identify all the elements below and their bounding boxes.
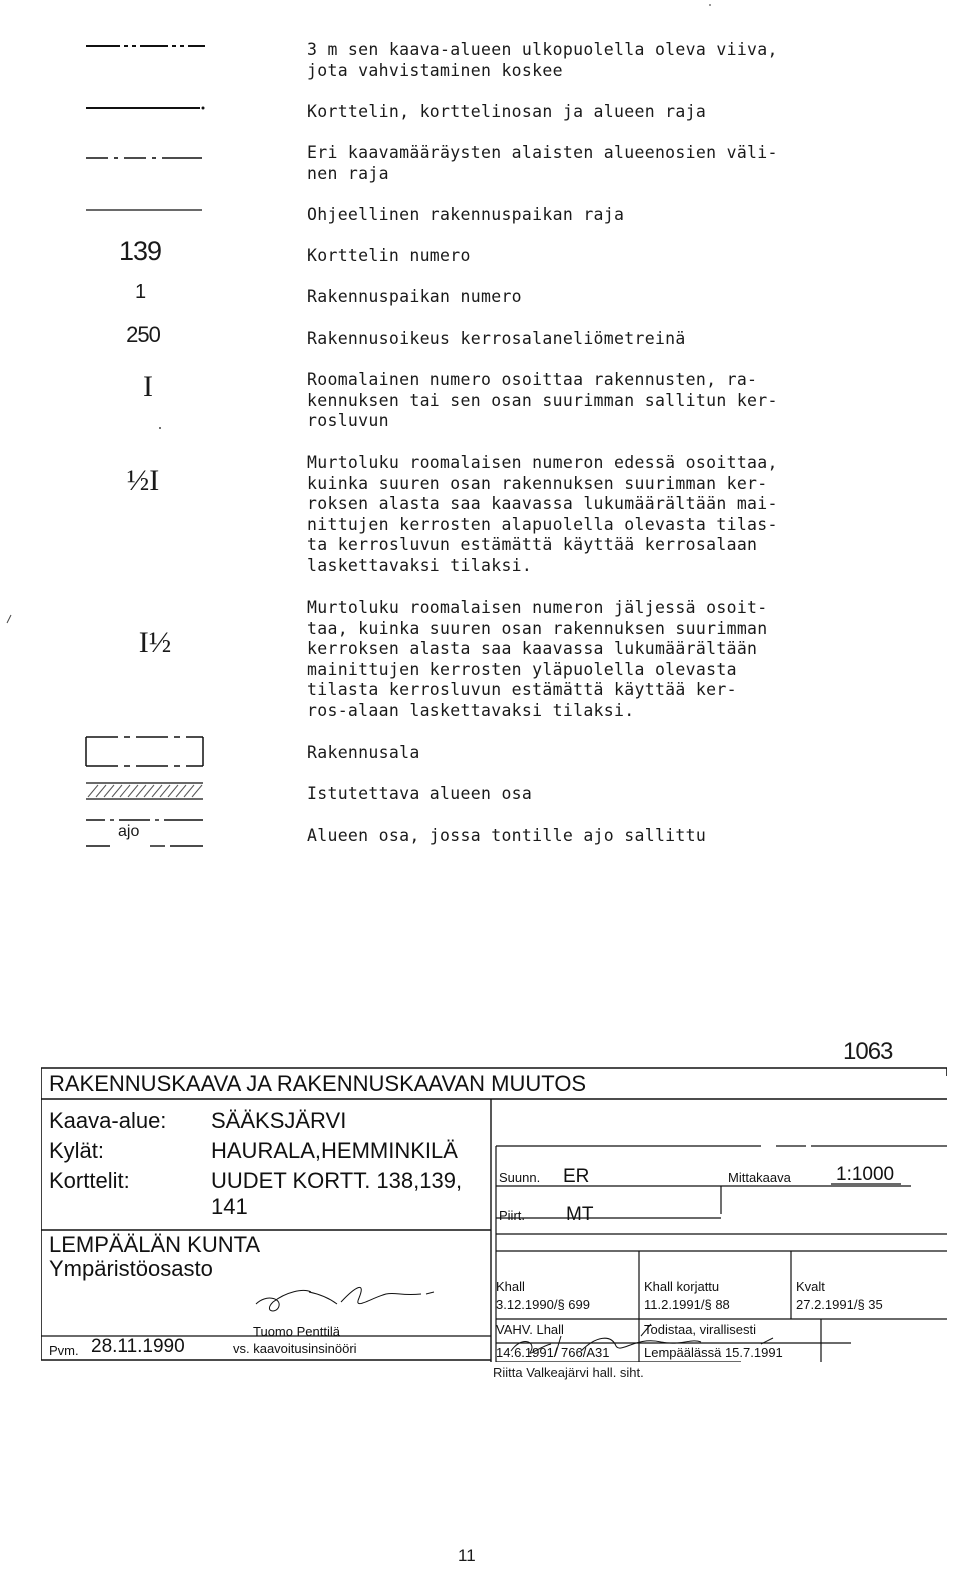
- symbol-fraction-before: ½I: [126, 464, 160, 497]
- piirt-label: Piirt.: [499, 1208, 525, 1223]
- riitta-signature-label: Riitta Valkeajärvi hall. siht.: [493, 1365, 644, 1380]
- title-block: [41, 1066, 947, 1362]
- vahv-label: VAHV. Lhall: [496, 1322, 564, 1337]
- kaava-alue-value: SÄÄKSJÄRVI: [211, 1108, 347, 1133]
- signer-name: Tuomo Penttilä: [253, 1324, 340, 1339]
- kylat-value: HAURALA,HEMMINKILÄ: [211, 1138, 458, 1163]
- suunn-label: Suunn.: [499, 1170, 541, 1185]
- legend-text-driveway: Alueen osa, jossa tontille ajo sallittu: [307, 826, 707, 845]
- legend-text-planting-area: Istutettava alueen osa: [307, 784, 533, 803]
- legend-text-fraction-after: Murtoluku roomalaisen numeron jäljessä osoit- taa, kuinka suuren osan rakennuksen suurimman kerroksen alasta saa kaavassa lukumäärältään mainittujen kerrosten yläpuolella olevasta tilasta kerrosluvun estämättä käyttää ker- ros-alaan laskettavaksi tilaksi.: [307, 598, 768, 720]
- korttelit-label: Korttelit:: [49, 1168, 130, 1193]
- kylat-label: Kylät:: [49, 1138, 105, 1163]
- symbol-ajo: ajo: [118, 823, 140, 840]
- date-label: Pvm.: [49, 1343, 79, 1358]
- scale-label: Mittakaava: [728, 1170, 791, 1185]
- symbol-block-number: 139: [118, 236, 162, 266]
- legend-text-block-number: Korttelin numero: [307, 246, 471, 265]
- legend-text-building-area: Rakennusala: [307, 743, 420, 762]
- vahv-value: 14.6.1991/ 766/A31: [496, 1345, 610, 1360]
- symbol-plot-number: 1: [134, 281, 146, 303]
- scale-value: 1:1000: [836, 1164, 895, 1185]
- khall-value: 3.12.1990/§ 699: [496, 1297, 590, 1312]
- korttelit-value-2: 141: [211, 1194, 248, 1219]
- title-block-title: RAKENNUSKAAVA JA RAKENNUSKAAVAN MUUTOS: [49, 1071, 587, 1096]
- todistaa-label: Todistaa, virallisesti: [644, 1322, 756, 1337]
- date-value: 28.11.1990: [91, 1336, 185, 1357]
- legend-text-roman-numeral: Roomalainen numero osoittaa rakennusten, ra- kennuksen tai sen osan suurimman sallitun ker- rosluvun: [307, 370, 778, 430]
- khall-korjattu-value: 11.2.1991/§ 88: [644, 1297, 730, 1312]
- kvalt-value: 27.2.1991/§ 35: [796, 1297, 883, 1312]
- legend-text-zone-boundary: Eri kaavamääräysten alaisten alueenosien väli- nen raja: [307, 143, 778, 183]
- signer-title: vs. kaavoitusinsinööri: [233, 1341, 357, 1356]
- korttelit-value: UUDET KORTT. 138,139,: [211, 1168, 463, 1193]
- khall-korjattu-label: Khall korjattu: [644, 1279, 720, 1294]
- todistaa-value: Lempäälässä 15.7.1991: [644, 1345, 783, 1360]
- title-block-lines: [41, 1066, 947, 1362]
- legend-text-plot-number: Rakennuspaikan numero: [307, 287, 522, 306]
- piirt-value: MT: [566, 1204, 594, 1225]
- legend-text-outer-line: 3 m sen kaava-alueen ulkopuolella oleva viiva, jota vahvistaminen koskee: [307, 40, 778, 80]
- suunn-value: ER: [563, 1166, 590, 1187]
- symbol-roman-numeral: I: [143, 370, 153, 403]
- legend-text-block-boundary: Korttelin, korttelinosan ja alueen raja: [307, 102, 707, 121]
- symbol-fraction-after: I½: [138, 626, 172, 659]
- legend-text-plot-boundary: Ohjeellinen rakennuspaikan raja: [307, 205, 625, 224]
- municipality: LEMPÄÄLÄN KUNTA: [49, 1232, 261, 1257]
- legend-text-floor-area: Rakennusoikeus kerrosalaneliömetreinä: [307, 329, 686, 348]
- symbol-floor-area: 250: [126, 322, 160, 347]
- page-number: 11: [458, 1546, 476, 1565]
- legend-text-fraction-before: Murtoluku roomalaisen numeron edessä osoittaa, kuinka suuren osan rakennuksen suurimman ker- roksen alasta saa kaavassa lukumäärältään mai- nittujen kerrosten alapuolella olevasta tilas- ta kerrosluvun estämättä käyttää kerrosalaan laskettavaksi tilaksi.: [307, 453, 778, 575]
- khall-label: Khall: [496, 1279, 525, 1294]
- kaava-alue-label: Kaava-alue:: [49, 1108, 167, 1133]
- sheet-number: 1063: [843, 1038, 893, 1065]
- department: Ympäristöosasto: [49, 1256, 213, 1281]
- kvalt-label: Kvalt: [796, 1279, 825, 1294]
